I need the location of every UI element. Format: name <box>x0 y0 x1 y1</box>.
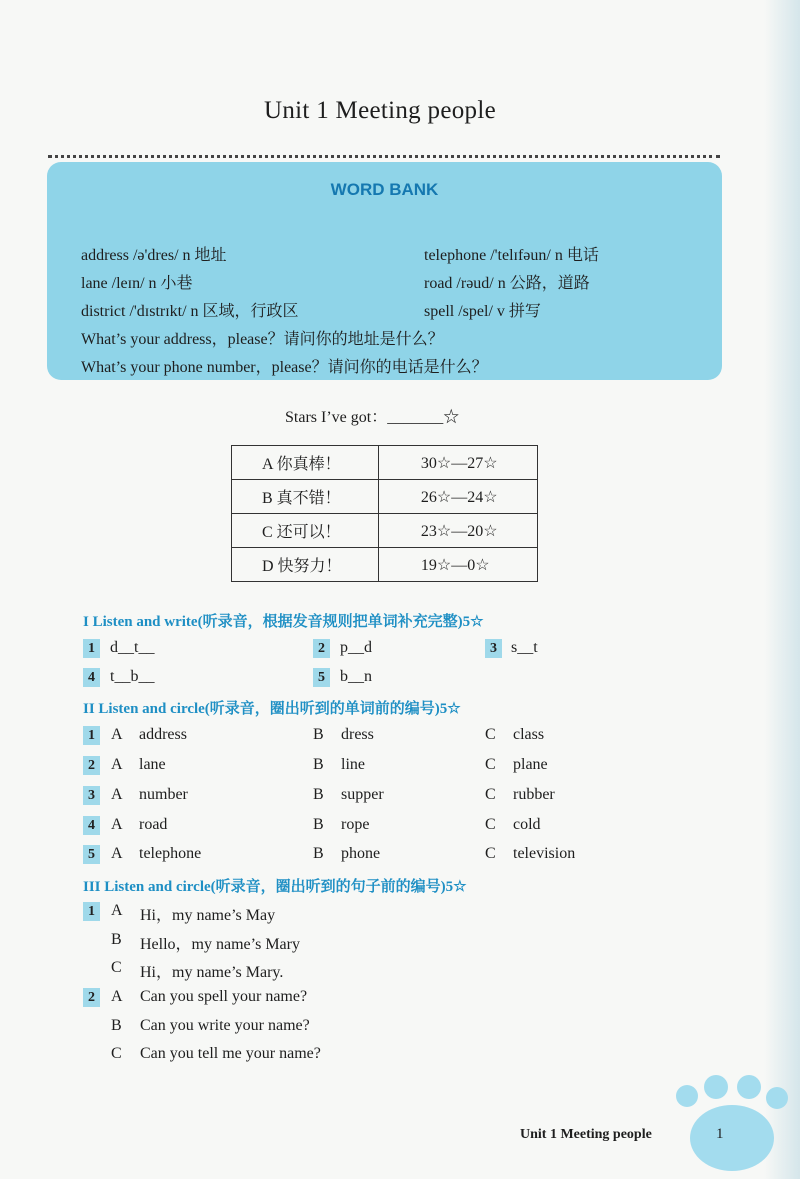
rating-range: 30☆—27☆ <box>378 446 537 480</box>
page-title: Unit 1 Meeting people <box>264 97 496 124</box>
option-letter-b: B <box>313 816 324 833</box>
rating-range: 26☆—24☆ <box>378 480 537 514</box>
question-number: 2 <box>83 988 100 1007</box>
option-a-word: address <box>139 726 187 743</box>
table-row <box>232 480 538 514</box>
sentence-option: Can you tell me your name? <box>140 1045 321 1062</box>
option-b-word: phone <box>341 845 381 862</box>
option-c-word: rubber <box>513 786 555 803</box>
option-b-word: supper <box>341 786 384 803</box>
option-letter-c: C <box>485 786 496 803</box>
sentence-option: Hi，my name’s May <box>140 907 276 924</box>
word-bank-entry: district /'dɪstrɪkt/ n 区域，行政区 <box>81 303 299 320</box>
paw-pad-decoration <box>690 1105 774 1171</box>
option-letter-c: C <box>485 726 496 743</box>
question-number: 1 <box>83 726 100 745</box>
rating-grade: A 你真棒！ <box>232 446 379 480</box>
question-number: 3 <box>485 639 502 658</box>
option-letter-a: A <box>111 756 123 773</box>
dotted-divider <box>48 155 720 158</box>
page-number: 1 <box>716 1126 724 1142</box>
question-number: 2 <box>83 756 100 775</box>
option-letter-a: A <box>111 988 123 1005</box>
option-c-word: television <box>513 845 576 862</box>
paw-toe-decoration <box>766 1087 788 1109</box>
fill-in-word: d__t__ <box>110 639 155 656</box>
rating-range: 23☆—20☆ <box>378 514 537 548</box>
option-a-word: road <box>139 816 168 833</box>
sentence-option: Can you write your name? <box>140 1017 310 1034</box>
fill-in-word: p__d <box>340 639 372 656</box>
section-2-heading: II Listen and circle(听录音，圈出听到的单词前的编号)5☆ <box>83 701 461 717</box>
option-letter-a: A <box>111 786 123 803</box>
word-bank-entry: telephone /'telɪfəun/ n 电话 <box>424 247 599 264</box>
option-letter-a: A <box>111 726 123 743</box>
word-bank-entry: lane /leɪn/ n 小巷 <box>81 275 193 292</box>
question-number: 3 <box>83 786 100 805</box>
option-letter-b: B <box>111 931 122 948</box>
rating-table <box>231 445 538 582</box>
option-c-word: plane <box>513 756 548 773</box>
question-number: 5 <box>83 845 100 864</box>
table-row <box>232 446 538 480</box>
paw-toe-decoration <box>737 1075 761 1099</box>
word-bank-entry: road /rəud/ n 公路，道路 <box>424 275 590 292</box>
question-number: 1 <box>83 902 100 921</box>
fill-in-word: s__t <box>511 639 538 656</box>
word-bank-entry: address /ə'dres/ n 地址 <box>81 247 227 264</box>
option-letter-c: C <box>485 756 496 773</box>
option-b-word: line <box>341 756 365 773</box>
fill-in-word: t__b__ <box>110 668 155 685</box>
option-letter-b: B <box>313 756 324 773</box>
option-c-word: class <box>513 726 545 743</box>
page-edge-shade <box>764 0 800 1179</box>
paw-toe-decoration <box>704 1075 728 1099</box>
option-letter-a: A <box>111 902 123 919</box>
question-number: 4 <box>83 816 100 835</box>
option-letter-c: C <box>485 816 496 833</box>
section-1-heading: I Listen and write(听录音，根据发音规则把单词补充完整)5☆ <box>83 614 484 630</box>
table-row <box>232 548 538 582</box>
rating-range: 19☆—0☆ <box>378 548 537 582</box>
sentence-option: Hi，my name’s Mary. <box>140 964 284 981</box>
question-number: 4 <box>83 668 100 687</box>
sentence-option: Hello，my name’s Mary <box>140 936 300 953</box>
option-letter-c: C <box>485 845 496 862</box>
paw-toe-decoration <box>676 1085 698 1107</box>
option-letter-a: A <box>111 816 123 833</box>
stars-got-line: Stars I’ve got：_______☆ <box>285 409 460 426</box>
rating-grade: C 还可以！ <box>232 514 379 548</box>
fill-in-word: b__n <box>340 668 372 685</box>
word-bank-sentence: What’s your address，please？请问你的地址是什么？ <box>81 331 444 348</box>
sentence-option: Can you spell your name? <box>140 988 308 1005</box>
option-b-word: dress <box>341 726 374 743</box>
question-number: 5 <box>313 668 330 687</box>
option-a-word: lane <box>139 756 166 773</box>
option-letter-b: B <box>313 726 324 743</box>
footer-unit-label: Unit 1 Meeting people <box>520 1127 652 1142</box>
option-b-word: rope <box>341 816 370 833</box>
section-3-heading: III Listen and circle(听录音，圈出听到的句子前的编号)5☆ <box>83 879 467 895</box>
option-letter-c: C <box>111 1045 122 1062</box>
rating-grade: B 真不错！ <box>232 480 379 514</box>
option-a-word: telephone <box>139 845 202 862</box>
option-a-word: number <box>139 786 188 803</box>
question-number: 1 <box>83 639 100 658</box>
word-bank-entry: spell /spel/ v 拼写 <box>424 303 541 320</box>
word-bank-sentence: What’s your phone number，please？请问你的电话是什么？ <box>81 359 488 376</box>
option-letter-b: B <box>111 1017 122 1034</box>
option-letter-c: C <box>111 959 122 976</box>
option-c-word: cold <box>513 816 541 833</box>
word-bank-heading: WORD BANK <box>330 180 439 199</box>
question-number: 2 <box>313 639 330 658</box>
rating-grade: D 快努力！ <box>232 548 379 582</box>
option-letter-a: A <box>111 845 123 862</box>
option-letter-b: B <box>313 786 324 803</box>
option-letter-b: B <box>313 845 324 862</box>
table-row <box>232 514 538 548</box>
